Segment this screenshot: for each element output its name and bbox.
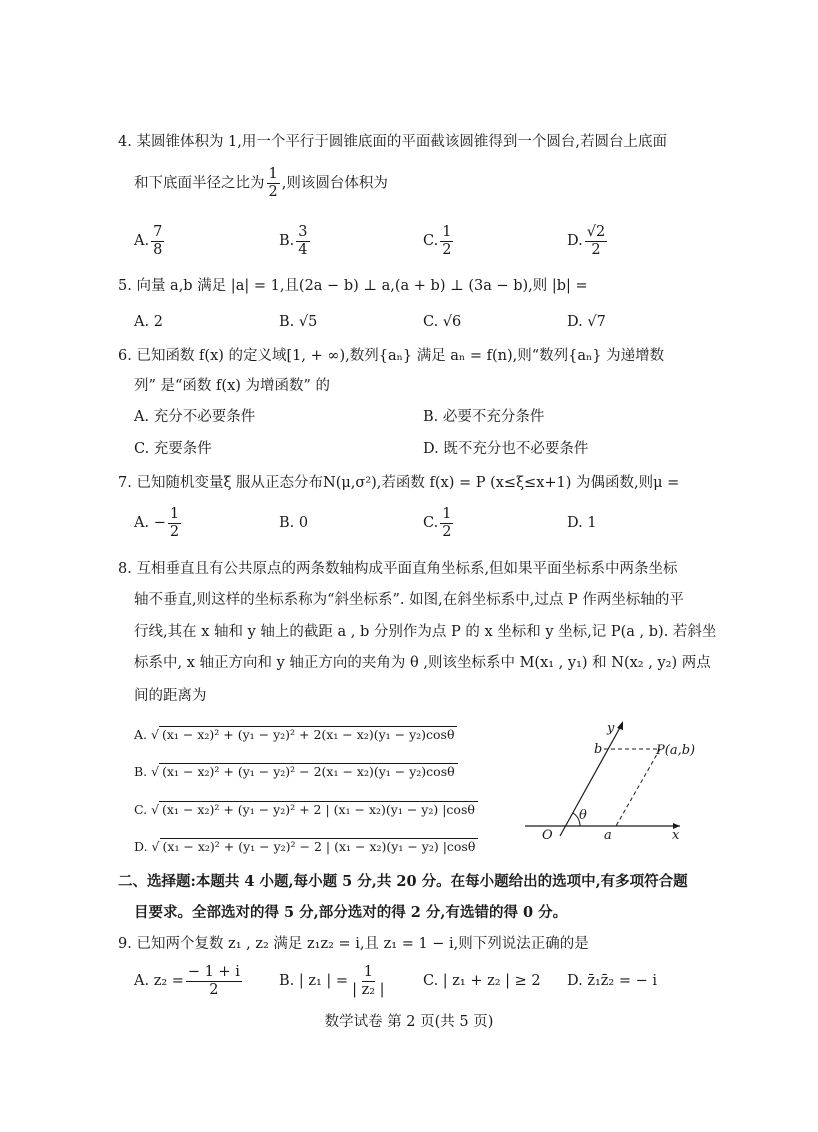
p-label: P(a,b) — [656, 743, 696, 758]
x-axis-label: x — [672, 828, 680, 843]
q8-stem-line2: 轴不垂直,则这样的坐标系称为“斜坐标系”. 如图,在斜坐标系中,过点 P 作两坐标轴的平 — [134, 592, 684, 608]
page-footer: 数学试卷 第 2 页(共 5 页) — [324, 1014, 494, 1030]
q7-option-a-den: 2 — [169, 523, 180, 540]
q4-option-d-fraction — [585, 224, 607, 259]
q4-option-d-label: D. — [567, 233, 583, 249]
q8-option-c-label: C. — [134, 802, 148, 817]
q4-option-b-fraction — [296, 224, 309, 259]
q6-option-c: C. 充要条件 — [134, 441, 212, 457]
q9-option-c: C. | z₁ + z₂ | ≥ 2 — [423, 973, 541, 989]
q4-option-a-label: A. — [134, 233, 150, 249]
q4-option-b-label: B. — [279, 233, 295, 249]
q9-option-b-pre: B. | z₁ | = — [279, 973, 349, 989]
section2-heading-line2: 目要求。全部选对的得 5 分,部分选对的得 2 分,有选错的得 0 分。 — [134, 904, 568, 921]
q4-stem-line1: 4. 某圆锥体积为 1,用一个平行于圆锥底面的平面截该圆锥得到一个圆台,若圆台上底面 — [118, 134, 667, 150]
section2-heading-line1: 二、选择题:本题共 4 小题,每小题 5 分,共 20 分。在每小题给出的选项中,有多项符合题 — [118, 873, 688, 890]
a-label: a — [604, 828, 612, 843]
q5-option-a: A. 2 — [134, 314, 163, 330]
q4-stem-line2 — [134, 166, 388, 201]
theta-label: θ — [579, 808, 587, 823]
q7-option-a-sign: − — [153, 515, 166, 531]
q9-option-b-den: | z₂ | — [352, 981, 385, 998]
q8-option-b-label: B. — [134, 764, 148, 779]
q7-option-a-num: 1 — [169, 505, 180, 522]
q4-option-b-num: 3 — [298, 223, 308, 240]
q7-option-d: D. 1 — [567, 515, 597, 531]
q7-option-a-label: A. — [134, 515, 150, 531]
q4-option-c-den: 2 — [442, 241, 452, 258]
q4-stem-line2-post: ,则该圆台体积为 — [281, 175, 388, 192]
q8-stem-line3: 行线,其在 x 轴和 y 轴上的截距 a , b 分别作为点 P 的 x 坐标和 y 坐标,记 P(a , b). 若斜坐 — [134, 624, 717, 640]
b-label: b — [594, 742, 603, 757]
y-axis — [560, 724, 622, 836]
q9-option-a-num: − 1 + i — [187, 963, 240, 980]
q8-option-b-expr: (x₁ − x₂)² + (y₁ − y₂)² − 2(x₁ − x₂)(y₁ − y₂)cosθ — [159, 763, 458, 779]
dashed-line-p-to-a — [616, 749, 660, 826]
q9-option-a-pre: A. z₂ = — [134, 973, 184, 989]
q8-option-c: C. √ (x₁ − x₂)² + (y₁ − y₂)² + 2 | (x₁ − x₂)(y₁ − y₂) |cosθ — [134, 800, 478, 820]
q7-option-c-label: C. — [423, 515, 439, 531]
q8-option-a-expr: (x₁ − x₂)² + (y₁ − y₂)² + 2(x₁ − x₂)(y₁ − y₂)cosθ — [159, 726, 458, 742]
q4-option-c-label: C. — [423, 233, 439, 249]
q4-ratio-num: 1 — [268, 166, 278, 182]
q7-option-b: B. 0 — [279, 515, 309, 531]
q4-option-d-den: 2 — [591, 241, 601, 258]
q4-option-a-fraction — [151, 224, 164, 259]
q9-option-b — [279, 962, 389, 1000]
q8-option-d: D. √ (x₁ − x₂)² + (y₁ − y₂)² − 2 | (x₁ − x₂)(y₁ − y₂) |cosθ — [134, 837, 478, 857]
q8-option-a: A. √ (x₁ − x₂)² + (y₁ − y₂)² + 2(x₁ − x₂)(y₁ − y₂)cosθ — [134, 725, 457, 745]
q4-option-c-fraction — [440, 224, 453, 259]
q7-option-c — [423, 504, 455, 542]
q4-ratio-den: 2 — [268, 184, 278, 200]
q4-option-b-den: 4 — [298, 241, 308, 258]
q9-stem: 9. 已知两个复数 z₁ , z₂ 满足 z₁z₂ = i,且 z₁ = 1 − i,则下列说法正确的是 — [118, 936, 589, 952]
q8-option-a-label: A. — [134, 727, 148, 742]
q7-option-c-num: 1 — [442, 505, 452, 522]
q8-option-d-label: D. — [134, 839, 148, 854]
q4-option-a — [134, 222, 166, 260]
y-axis-arrow — [617, 721, 623, 730]
q7-stem: 7. 已知随机变量ξ 服从正态分布N(μ,σ²),若函数 f(x) = P (x≤ξ≤x+1) 为偶函数,则μ = — [118, 475, 680, 491]
q4-option-a-num: 7 — [153, 223, 163, 240]
q8-stem-line5: 间的距离为 — [134, 688, 207, 704]
q4-option-b — [279, 222, 312, 260]
q4-ratio-fraction — [267, 166, 280, 201]
q6-option-b: B. 必要不充分条件 — [423, 409, 545, 425]
q6-option-a: A. 充分不必要条件 — [134, 409, 256, 425]
q7-option-c-fraction — [440, 506, 453, 541]
q8-stem-line1: 8. 互相垂直且有公共原点的两条数轴构成平面直角坐标系,但如果平面坐标系中两条坐标 — [118, 561, 678, 577]
q6-option-d: D. 既不充分也不必要条件 — [423, 441, 589, 457]
q8-option-b: B. √ (x₁ − x₂)² + (y₁ − y₂)² − 2(x₁ − x₂)(y₁ − y₂)cosθ — [134, 762, 458, 782]
q5-stem: 5. 向量 a,b 满足 |a| = 1,且(2a − b) ⊥ a,(a + b) ⊥ (3a − b),则 |b| = — [118, 278, 588, 294]
q7-option-c-den: 2 — [442, 523, 452, 540]
q4-option-a-den: 8 — [153, 241, 163, 258]
origin-label: O — [542, 828, 553, 843]
q8-option-c-expr: (x₁ − x₂)² + (y₁ − y₂)² + 2 | (x₁ − x₂)(y₁ − y₂) |cosθ — [159, 801, 478, 817]
q7-option-a-fraction — [168, 506, 181, 541]
q9-option-d: D. z̄₁z̄₂ = − i — [567, 973, 657, 989]
q8-option-d-expr: (x₁ − x₂)² + (y₁ − y₂)² − 2 | (x₁ − x₂)(y₁ − y₂) |cosθ — [160, 838, 479, 854]
q4-option-d — [567, 222, 609, 260]
q9-option-b-fraction — [350, 964, 386, 999]
q4-option-c-num: 1 — [442, 223, 452, 240]
q4-option-d-num: √2 — [586, 223, 606, 240]
q5-option-b: B. √5 — [279, 314, 318, 330]
q6-stem-line2: 列” 是“函数 f(x) 为增函数” 的 — [134, 378, 331, 394]
q4-stem-line2-pre: 和下底面半径之比为 — [134, 175, 265, 192]
q5-option-c: C. √6 — [423, 314, 462, 330]
q9-option-a — [134, 962, 244, 1000]
q4-option-c — [423, 222, 455, 260]
q8-stem-line4: 标系中, x 轴正方向和 y 轴正方向的夹角为 θ ,则该坐标系中 M(x₁ , y₁) 和 N(x₂ , y₂) 两点 — [134, 655, 711, 671]
y-axis-label: y — [607, 721, 615, 736]
q5-option-d: D. √7 — [567, 314, 606, 330]
q9-option-a-den: 2 — [209, 981, 219, 998]
oblique-coordinate-figure — [520, 718, 696, 843]
q9-option-b-num: 1 — [363, 963, 373, 980]
q9-option-a-fraction — [186, 964, 242, 999]
q7-option-a — [134, 504, 183, 542]
q6-stem-line1: 6. 已知函数 f(x) 的定义域[1, + ∞),数列{aₙ} 满足 aₙ = f(n),则“数列{aₙ} 为递增数 — [118, 348, 665, 364]
